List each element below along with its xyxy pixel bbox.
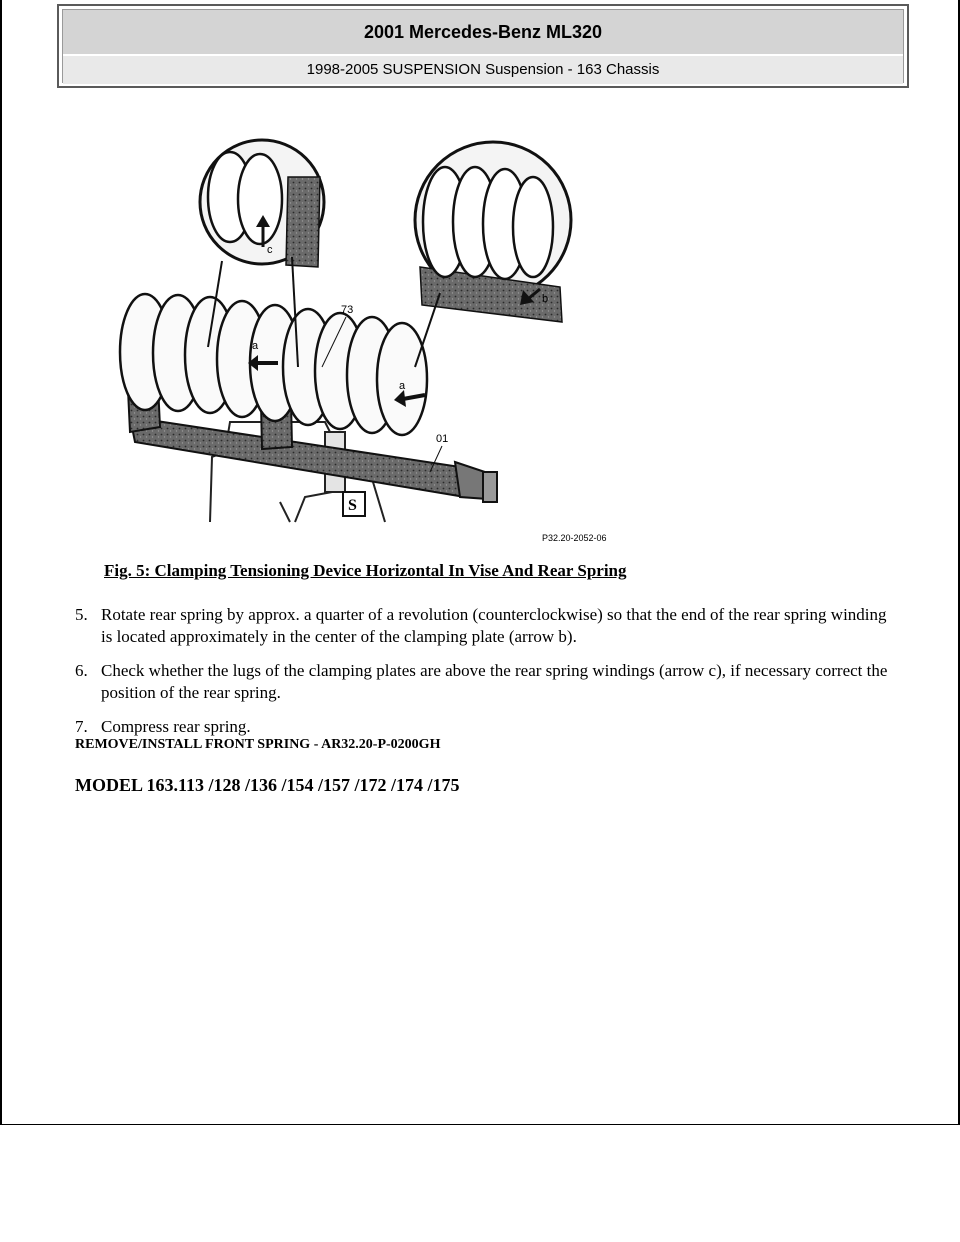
page-frame-left [0,0,2,1125]
step-text: Rotate rear spring by approx. a quarter of a revolution (counterclockwise) so that the end of the rear spring winding is located approximately in the center of the clamping plate (arrow b). [101,605,887,646]
header-title: 2001 Mercedes-Benz ML320 [63,10,903,56]
figure-spring-tensioner [100,127,660,552]
detail-circle-right [415,142,571,367]
header-inner [62,9,904,83]
document-header [57,4,909,88]
arrow-b-label: b [542,293,549,305]
arrow-a-right-label: a [399,380,406,392]
callout-73: 73 [341,304,354,316]
step-item [75,716,895,738]
section-heading: REMOVE/INSTALL FRONT SPRING - AR32.20-P-0200GH [75,737,441,752]
callout-01: 01 [436,433,449,445]
step-item [75,604,895,648]
procedure-steps [75,604,895,750]
step-number: 6. [75,661,88,680]
model-heading: MODEL 163.113 /128 /136 /154 /157 /172 /174 /175 [75,775,460,795]
header-subtitle: 1998-2005 SUSPENSION Suspension - 163 Chassis [63,56,903,84]
spindle-bar [130,417,497,502]
step-text: Check whether the lugs of the clamping plates are above the rear spring windings (arrow c), if necessary correct the position of the rear spring. [101,661,888,702]
figure-code: P32.20-2052-06 [542,533,607,543]
step-item [75,660,895,704]
special-tool-stamp [343,492,365,516]
page-frame-bottom [0,1124,960,1125]
arrow-c-label: c [267,244,273,256]
step-number: 7. [75,717,88,736]
figure-caption: Fig. 5: Clamping Tensioning Device Horizontal In Vise And Rear Spring [104,561,627,580]
step-text: Compress rear spring. [101,717,251,736]
stamp-label: S [348,497,357,514]
step-number: 5. [75,605,88,624]
arrow-a-left-label: a [252,340,259,352]
